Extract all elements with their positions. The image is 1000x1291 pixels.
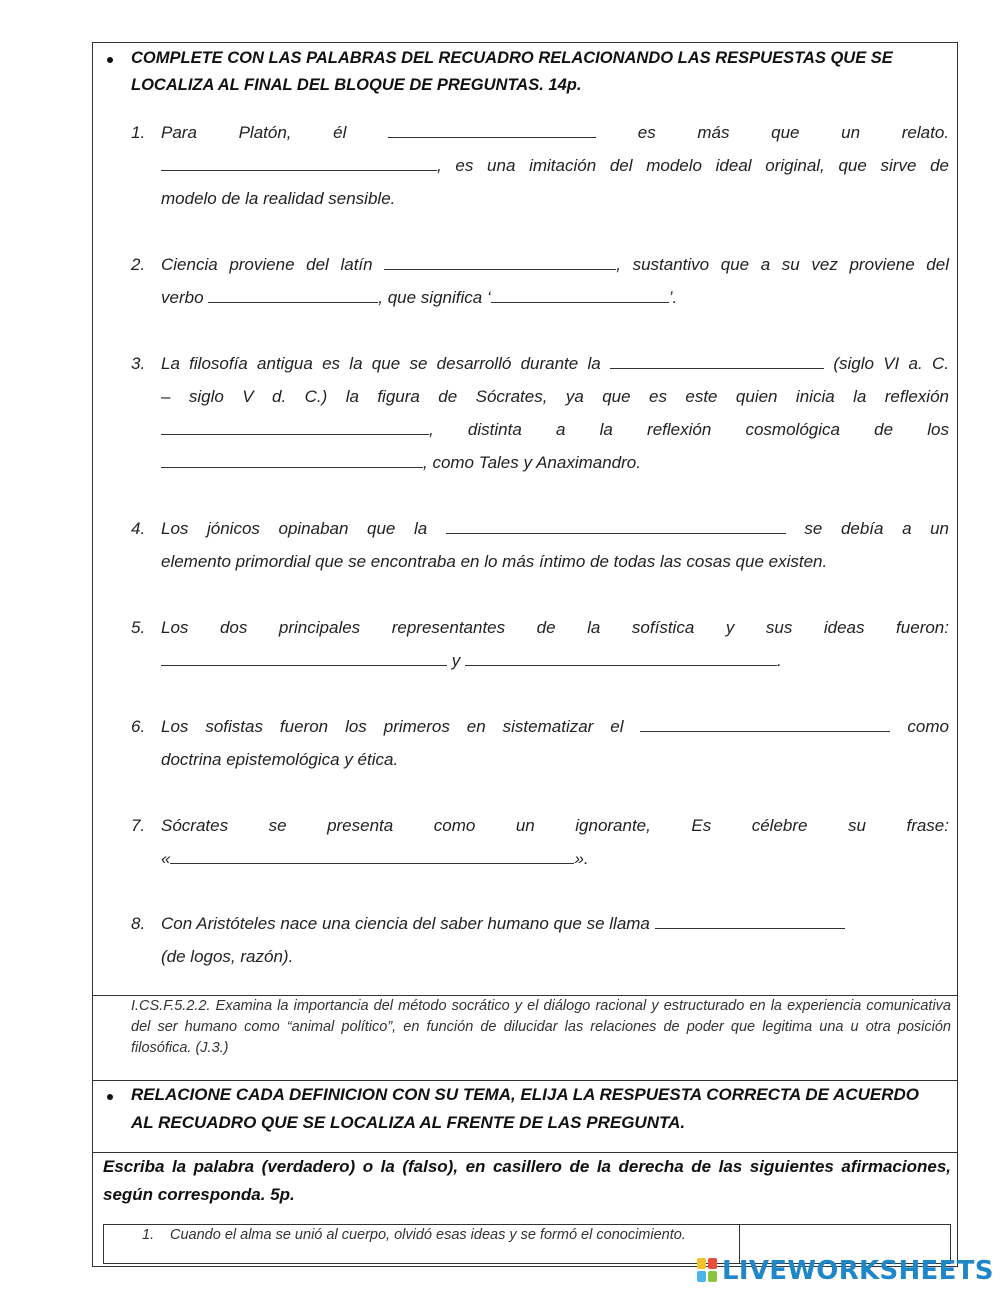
q8-text-b: (de logos, razón).: [161, 947, 294, 966]
q3-text-a: La filosofía antigua es la que se desarrolló durante la: [161, 354, 601, 373]
question-1: [131, 116, 949, 215]
q2-blank-1[interactable]: [384, 249, 616, 270]
q4-blank-1[interactable]: [446, 513, 786, 534]
q6-blank-1[interactable]: [640, 711, 890, 732]
question-6: [131, 710, 949, 776]
q3-blank-1[interactable]: [610, 348, 824, 369]
q5-text-b: y: [451, 651, 461, 670]
q3-blank-2[interactable]: [161, 414, 429, 435]
question-number: 3.: [131, 354, 146, 373]
bullet-icon: [107, 1094, 113, 1100]
q3-text-d: , distinta a la reflexión cosmológica de los: [429, 420, 949, 439]
q5-text-a: Los dos principales representantes de la sofística y sus ideas fueron:: [161, 618, 949, 637]
q5-text-c: .: [776, 651, 782, 670]
q5-blank-1[interactable]: [161, 645, 447, 666]
q2-text-e: ’.: [668, 288, 678, 307]
question-4: [131, 512, 949, 578]
row-statement: Cuando el alma se unió al cuerpo, olvidó esas ideas y se formó el conocimiento.: [170, 1227, 686, 1243]
question-number: 6.: [131, 717, 146, 736]
q6-text-c: doctrina epistemológica y ética.: [161, 750, 399, 769]
question-number: 5.: [131, 618, 146, 637]
q2-blank-3[interactable]: [491, 282, 669, 303]
question-number: 8.: [131, 914, 146, 933]
section1-instruction-block: [107, 43, 937, 99]
q6-text-a: Los sofistas fueron los primeros en sistematizar el: [161, 717, 624, 736]
q1-text-d: modelo de la realidad sensible.: [161, 189, 396, 208]
section1-instruction: COMPLETE CON LAS PALABRAS DEL RECUADRO RELACIONANDO LAS RESPUESTAS QUE SE LOCALIZA AL FINAL DEL BLOQUE DE PREGUNTAS. 14p.: [131, 49, 893, 94]
section2-instruction-block: [107, 1081, 937, 1137]
liveworksheets-logo: [697, 1256, 994, 1286]
q8-text-a: Con Aristóteles nace una ciencia del saber humano que se llama: [161, 914, 650, 933]
q2-text-d: , que significa ‘: [378, 288, 491, 307]
q2-text-b: , sustantivo que a su vez proviene del: [616, 255, 949, 274]
q3-text-c: – siglo V d. C.) la figura de Sócrates, ya que es este quien inicia la reflexión: [161, 387, 949, 406]
question-number: 4.: [131, 519, 146, 538]
q4-text-b: se debía a un: [804, 519, 950, 538]
q3-text-e: , como Tales y Anaximandro.: [423, 453, 641, 472]
section3-instruction: Escriba la palabra (verdadero) o la (falso), en casillero de la derecha de las siguientes afirmaciones, según corresponda. 5p.: [103, 1157, 951, 1204]
q1-blank-2[interactable]: [161, 150, 437, 171]
q6-text-b: como: [907, 717, 949, 736]
q7-text-b: «: [161, 849, 171, 868]
q3-text-b: (siglo VI a. C.: [833, 354, 949, 373]
q5-blank-2[interactable]: [465, 645, 777, 666]
q2-blank-2[interactable]: [208, 282, 378, 303]
q1-text-b: es más que un relato.: [637, 123, 949, 142]
question-5: [131, 611, 949, 677]
q1-text-c: , es una imitación del modelo ideal original, que sirve de: [437, 156, 949, 175]
bullet-icon: [107, 57, 113, 63]
question-7: [131, 809, 949, 875]
section2-instruction: RELACIONE CADA DEFINICION CON SU TEMA, ELIJA LA RESPUESTA CORRECTA DE ACUERDO AL RECUADRO QUE SE LOCALIZA AL FRENTE DE LAS PREGUNTA.: [131, 1085, 920, 1132]
q4-text-c: elemento primordial que se encontraba en lo más íntimo de todas las cosas que existen.: [161, 552, 828, 571]
question-8: [131, 907, 949, 973]
q2-text-a: Ciencia proviene del latín: [161, 255, 373, 274]
logo-text: LIVEWORKSHEETS: [722, 1256, 994, 1286]
q8-blank-1[interactable]: [655, 908, 845, 929]
q1-text-a: Para Platón, él: [161, 123, 347, 142]
question-number: 7.: [131, 816, 146, 835]
q2-text-c: verbo: [161, 288, 204, 307]
q7-text-a: Sócrates se presenta como un ignorante, Es célebre su frase:: [161, 816, 949, 835]
q7-text-c: ».: [574, 849, 589, 868]
q4-text-a: Los jónicos opinaban que la: [161, 519, 428, 538]
q3-blank-3[interactable]: [161, 447, 423, 468]
worksheet: [92, 42, 958, 1267]
question-number: 1.: [131, 123, 146, 142]
q1-blank-1[interactable]: [388, 117, 596, 138]
question-number: 2.: [131, 255, 146, 274]
indicator-text: I.CS.F.5.2.2. Examina la importancia del método socrático y el diálogo racional y estructurado en la experiencia comunicativa del ser humano como “animal político”, en función de dilucidar las relaciones de poder que legitima una u otra posición filosófica. (J.3.): [131, 998, 951, 1056]
logo-mark-icon: [697, 1258, 719, 1284]
question-3: [131, 347, 949, 479]
q7-blank-1[interactable]: [170, 843, 574, 864]
question-2: [131, 248, 949, 314]
row-number: 1.: [142, 1227, 155, 1243]
